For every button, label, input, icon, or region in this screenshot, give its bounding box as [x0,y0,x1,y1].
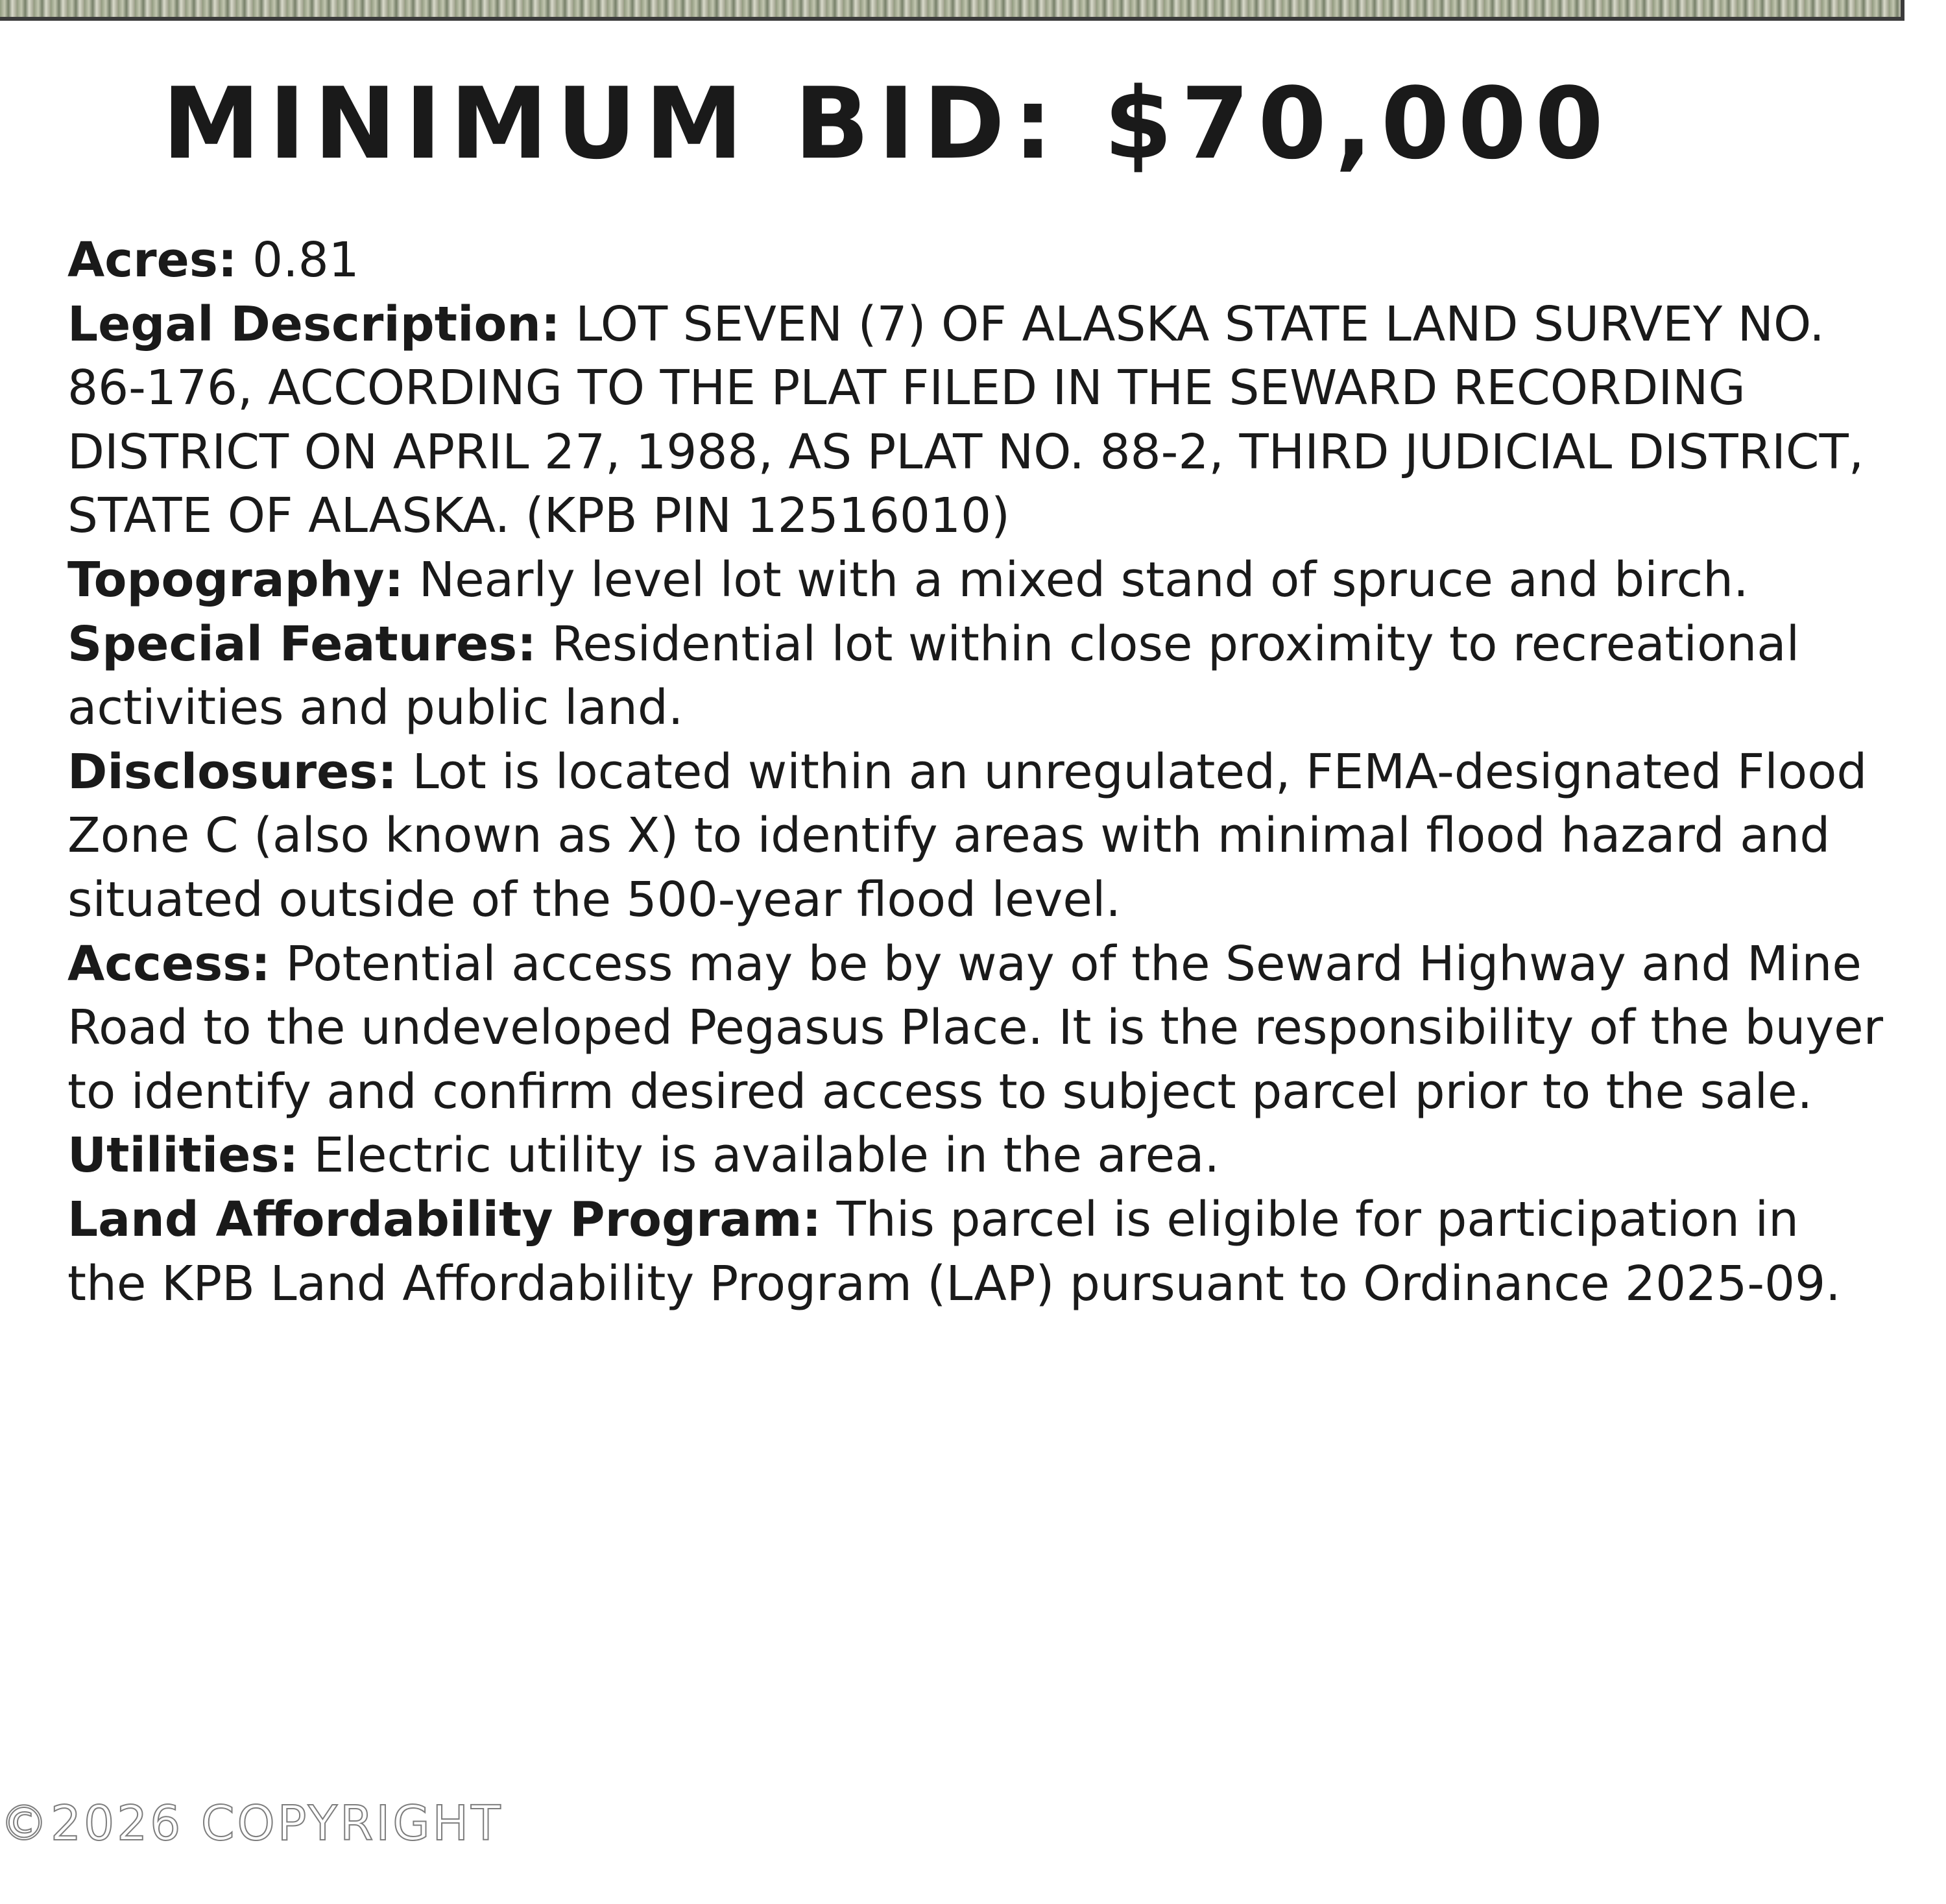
field-label: Land Affordability Program: [67,1191,822,1247]
field-label: Utilities: [67,1127,299,1184]
field-acres [67,228,1884,293]
field-value: This parcel is eligible for participation in the KPB Land Affordability Program (LAP) pursuant to Ordinance 2025-09. [67,1191,1841,1312]
field-legal-description [67,293,1884,548]
field-label: Access: [67,935,270,992]
field-topography [67,548,1884,612]
field-label: Special Features: [67,616,536,672]
field-land-affordability-program [67,1188,1884,1316]
field-value: Potential access may be by way of the Seward Highway and Mine Road to the undeveloped Pegasus Place. It is the responsibility of the buyer to identify and confirm desired access to subject parcel prior to the sale. [67,935,1884,1120]
field-label: Legal Description: [67,296,560,352]
property-photo-edge [0,0,1904,21]
field-disclosures [67,740,1884,932]
field-label: Acres: [67,232,237,288]
field-value: Residential lot within close proximity to recreational activities and public land. [67,616,1800,736]
field-value: LOT SEVEN (7) OF ALASKA STATE LAND SURVEY NO. 86-176, ACCORDING TO THE PLAT FILED IN THE SEWARD RECORDING DISTRICT ON APRIL 27, 1988, AS PLAT NO. 88-2, THIRD JUDICIAL DISTRICT, STATE OF ALASKA. (KPB PIN 12516010) [67,296,1864,544]
field-utilities [67,1124,1884,1188]
field-value: Nearly level lot with a mixed stand of spruce and birch. [418,551,1749,608]
field-label: Disclosures: [67,743,397,800]
field-special-features [67,612,1884,740]
field-label: Topography: [67,551,404,608]
minimum-bid-heading: MINIMUM BID: $70,000 [162,66,1613,181]
field-value: 0.81 [252,232,359,288]
field-value: Electric utility is available in the area. [313,1127,1219,1184]
copyright-watermark: ©2026 COPYRIGHT [0,1796,503,1851]
field-value: Lot is located within an unregulated, FEMA-designated Flood Zone C (also known as X) to identify areas with minimal flood hazard and situated outside of the 500-year flood level. [67,743,1868,928]
field-access [67,932,1884,1124]
parcel-details [67,228,1884,1316]
